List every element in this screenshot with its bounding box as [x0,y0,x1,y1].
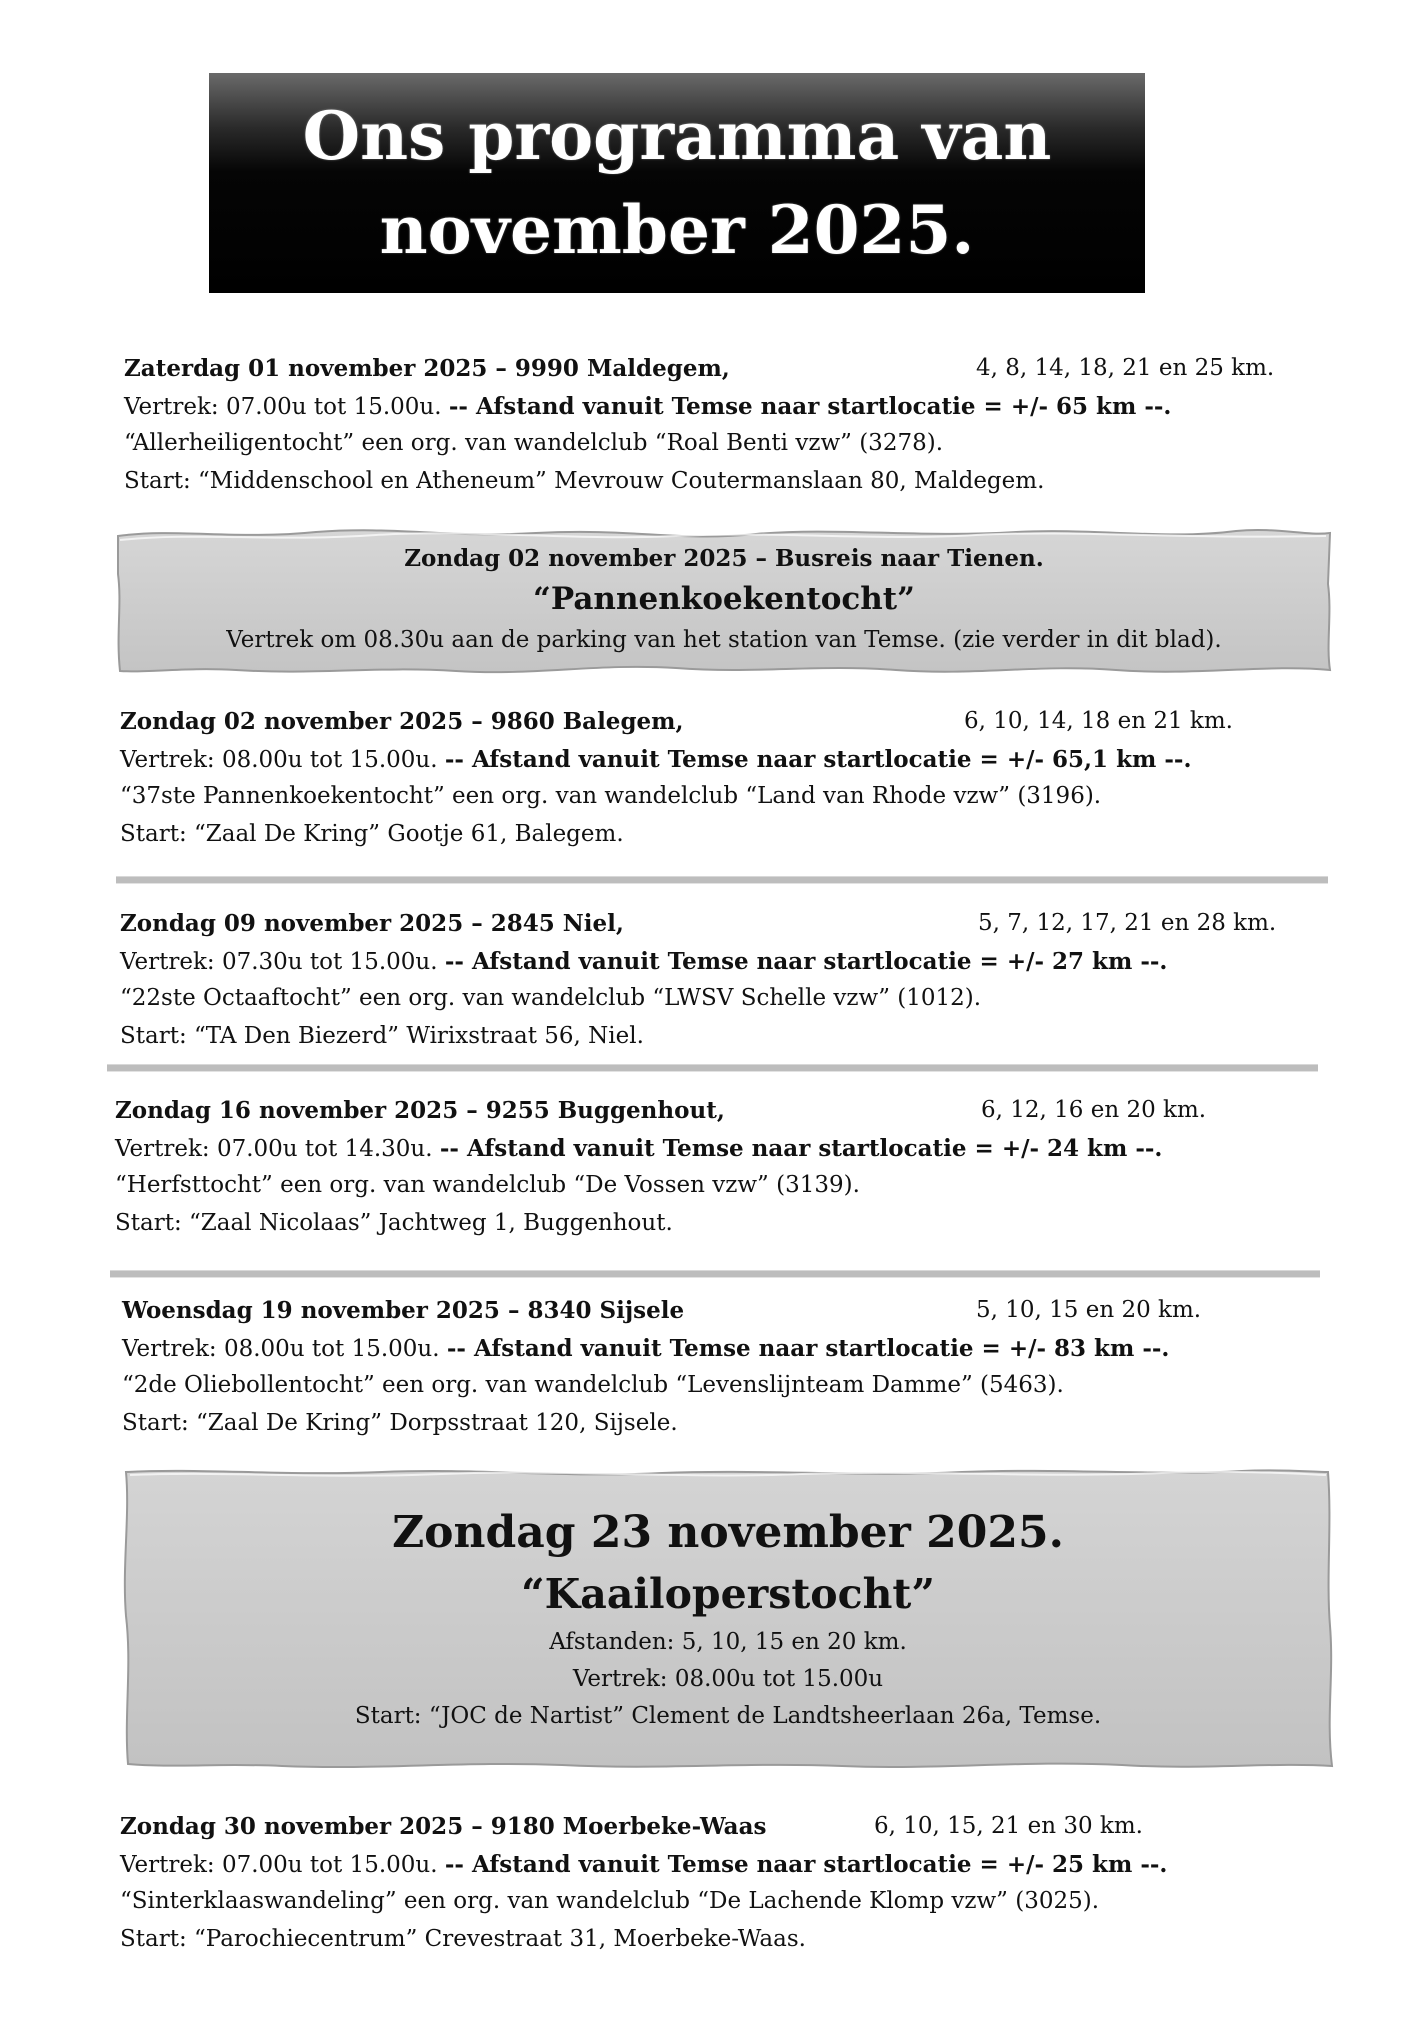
event-entry-sijsele [122,1292,1202,1442]
event-organizer: “Allerheiligentocht” een org. van wandelclub “Roal Benti vzw” (3278). [124,430,944,456]
event-vertrek: Vertrek: 07.00u tot 14.30u. [115,1135,433,1162]
kaailopers-vertrek: Vertrek: 08.00u tot 15.00u [572,1665,884,1692]
event-vertrek: Vertrek: 07.00u tot 15.00u. [124,393,442,420]
separator-line [107,1064,1318,1072]
event-organizer: “37ste Pannenkoekentocht” een org. van wandelclub “Land van Rhode vzw” (3196). [120,783,1102,809]
event-vertrek: Vertrek: 08.00u tot 15.00u. [122,1335,440,1362]
event-heading: Zaterdag 01 november 2025 – 9990 Maldegem, [124,355,730,382]
event-distances: 6, 12, 16 en 20 km. [981,1097,1207,1123]
event-start: Start: “Zaal De Kring” Gootje 61, Balegem. [120,820,624,847]
event-distances: 5, 7, 12, 17, 21 en 28 km. [978,910,1277,936]
event-start: Start: “Parochiecentrum” Crevestraat 31, Moerbeke-Waas. [120,1925,806,1952]
page-title-line-1: Ons programma van [302,97,1052,175]
event-heading: Zondag 02 november 2025 – 9860 Balegem, [120,708,684,735]
busreis-date: Zondag 02 november 2025 – Busreis naar Tienen. [404,545,1044,572]
event-organizer: “Sinterklaaswandeling” een org. van wandelclub “De Lachende Klomp vzw” (3025). [120,1888,1100,1914]
event-distances: 4, 8, 14, 18, 21 en 25 km. [976,355,1275,381]
event-organizer: “22ste Octaaftocht” een org. van wandelclub “LWSV Schelle vzw” (1012). [120,985,982,1011]
event-heading: Zondag 16 november 2025 – 9255 Buggenhout, [115,1097,725,1124]
event-start: Start: “Zaal Nicolaas” Jachtweg 1, Buggenhout. [115,1209,673,1236]
event-heading: Zondag 30 november 2025 – 9180 Moerbeke-Waas [120,1813,767,1840]
event-afstand: -- Afstand vanuit Temse naar startlocatie = +/- 65 km --. [448,392,1172,420]
event-entry-moerbeke-waas [120,1808,1167,1958]
event-entry-niel [120,905,1277,1055]
event-organizer: “2de Oliebollentocht” een org. van wandelclub “Levenslijnteam Damme” (5463). [122,1372,1064,1398]
event-distances: 6, 10, 14, 18 en 21 km. [964,708,1233,734]
event-organizer: “Herfsttocht” een org. van wandelclub “De Vossen vzw” (3139). [115,1172,860,1198]
event-start: Start: “TA Den Biezerd” Wirixstraat 56, Niel. [120,1022,644,1049]
page-title-line-2: november 2025. [379,191,975,269]
event-distances: 6, 10, 15, 21 en 30 km. [874,1813,1143,1839]
event-distances: 5, 10, 15 en 20 km. [976,1297,1202,1323]
event-vertrek: Vertrek: 08.00u tot 15.00u. [120,746,438,773]
kaailopers-start: Start: “JOC de Nartist” Clement de Landtsheerlaan 26a, Temse. [354,1702,1102,1729]
event-heading: Woensdag 19 november 2025 – 8340 Sijsele [122,1297,685,1324]
event-start: Start: “Middenschool en Atheneum” Mevrouw Coutermanslaan 80, Maldegem. [124,467,1045,494]
kaailopers-name: “Kaailoperstocht” [521,1569,935,1618]
event-afstand: -- Afstand vanuit Temse naar startlocatie = +/- 83 km --. [446,1334,1170,1362]
busreis-banner [116,524,1332,676]
event-vertrek: Vertrek: 07.30u tot 15.00u. [120,948,438,975]
event-afstand: -- Afstand vanuit Temse naar startlocatie = +/- 24 km --. [439,1134,1163,1162]
event-entry-balegem [120,703,1233,853]
event-heading: Zondag 09 november 2025 – 2845 Niel, [120,910,624,937]
event-afstand: -- Afstand vanuit Temse naar startlocatie = +/- 65,1 km --. [444,745,1192,773]
separator-line [116,876,1328,884]
separator-line [110,1270,1320,1278]
event-vertrek: Vertrek: 07.00u tot 15.00u. [120,1851,438,1878]
event-afstand: -- Afstand vanuit Temse naar startlocatie = +/- 25 km --. [444,1850,1168,1878]
kaailopers-date: Zondag 23 november 2025. [392,1506,1064,1558]
event-afstand: -- Afstand vanuit Temse naar startlocatie = +/- 27 km --. [444,947,1168,975]
event-start: Start: “Zaal De Kring” Dorpsstraat 120, Sijsele. [122,1409,678,1436]
event-entry-maldegem [124,350,1275,500]
page-title-box [209,73,1145,293]
kaailoperstocht-banner [122,1466,1334,1770]
event-entry-buggenhout [115,1092,1207,1242]
busreis-name: “Pannenkoekentocht” [533,581,915,617]
kaailopers-distances: Afstanden: 5, 10, 15 en 20 km. [549,1628,907,1655]
busreis-departure: Vertrek om 08.30u aan de parking van het station van Temse. (zie verder in dit blad). [226,627,1222,653]
